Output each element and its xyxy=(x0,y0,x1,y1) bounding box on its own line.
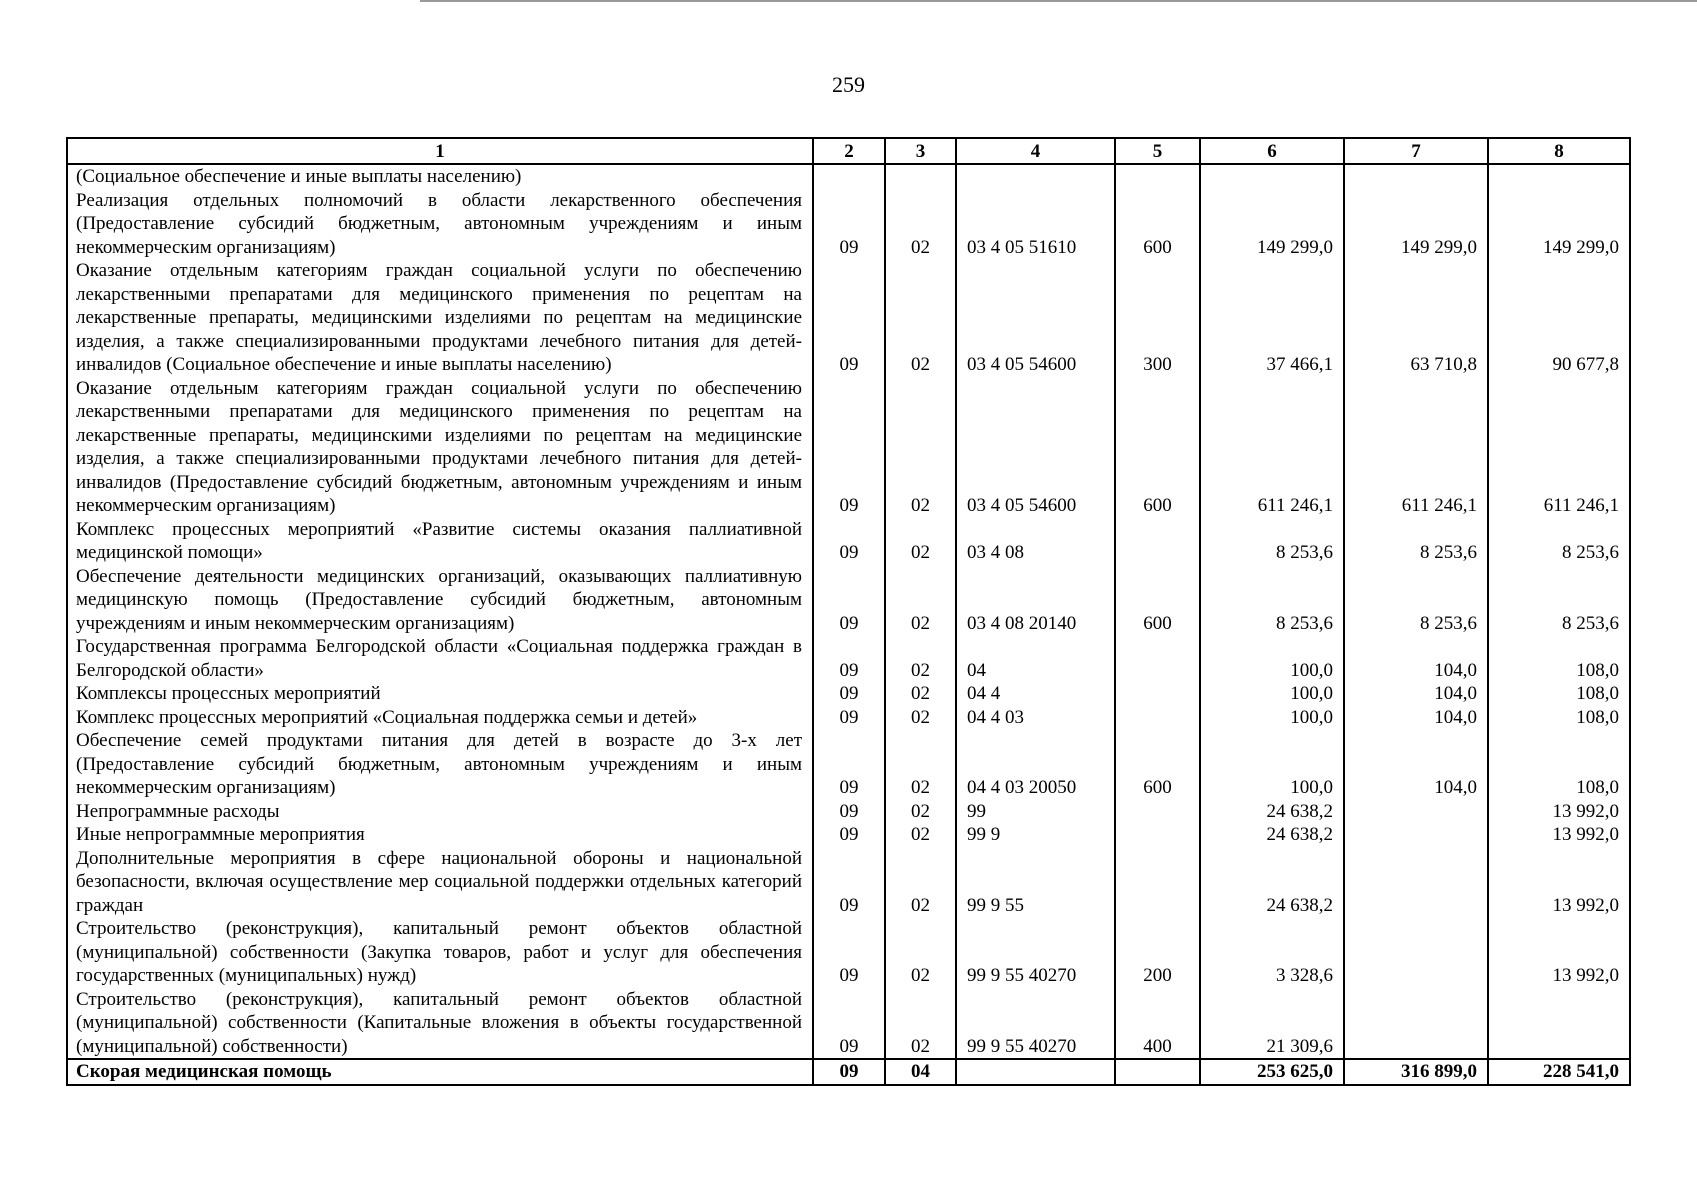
table-row xyxy=(67,259,1630,377)
amount-col-6: 149 299,0 xyxy=(1200,189,1344,260)
amount-col-8: 108,0 xyxy=(1488,729,1630,800)
column-header: 1 xyxy=(67,138,813,164)
amount-col-8: 108,0 xyxy=(1488,706,1630,730)
table-row xyxy=(67,917,1630,988)
row-description: Строительство (реконструкция), капитальный ремонт объектов областной (муниципальной) собственности (Закупка товаров, работ и услуг для обеспечения государственных (муниципальных) нужд) xyxy=(67,917,813,988)
table-row xyxy=(67,565,1630,636)
subsection-code: 02 xyxy=(885,635,956,682)
amount-col-6: 100,0 xyxy=(1200,682,1344,706)
section-code: 09 xyxy=(813,565,885,636)
expense-type-code xyxy=(1115,682,1200,706)
amount-col-6: 37 466,1 xyxy=(1200,259,1344,377)
expense-type-code xyxy=(1115,823,1200,847)
row-description: Строительство (реконструкция), капитальный ремонт объектов областной (муниципальной) собственности (Капитальные вложения в объекты государственной (муниципальной) собственности) xyxy=(67,988,813,1060)
row-description: Комплексы процессных мероприятий xyxy=(67,682,813,706)
expense-type-code xyxy=(1115,800,1200,824)
amount-col-8 xyxy=(1488,164,1630,189)
target-article-code: 04 4 03 xyxy=(956,706,1115,730)
amount-col-7 xyxy=(1344,988,1488,1060)
amount-col-6 xyxy=(1200,164,1344,189)
subsection-code: 02 xyxy=(885,565,956,636)
amount-col-8: 13 992,0 xyxy=(1488,917,1630,988)
target-article-code: 03 4 05 54600 xyxy=(956,259,1115,377)
row-description: (Социальное обеспечение и иные выплаты населению) xyxy=(67,164,813,189)
amount-col-7 xyxy=(1344,164,1488,189)
expense-type-code: 300 xyxy=(1115,259,1200,377)
section-code xyxy=(813,164,885,189)
column-header: 5 xyxy=(1115,138,1200,164)
target-article-code: 99 9 55 xyxy=(956,847,1115,918)
top-scan-rule xyxy=(420,0,1697,2)
section-code: 09 xyxy=(813,189,885,260)
subsection-code: 04 xyxy=(885,1059,956,1085)
row-description: Дополнительные мероприятия в сфере национальной обороны и национальной безопасности, включая осуществление мер социальной поддержки отдельных категорий граждан xyxy=(67,847,813,918)
table-row xyxy=(67,988,1630,1060)
subsection-code: 02 xyxy=(885,682,956,706)
amount-col-6: 611 246,1 xyxy=(1200,377,1344,518)
amount-col-6: 100,0 xyxy=(1200,729,1344,800)
row-description: Комплекс процессных мероприятий «Развитие системы оказания паллиативной медицинской помощи» xyxy=(67,518,813,565)
expense-type-code xyxy=(1115,847,1200,918)
amount-col-6: 100,0 xyxy=(1200,635,1344,682)
table-row xyxy=(67,823,1630,847)
amount-col-7 xyxy=(1344,823,1488,847)
amount-col-7: 104,0 xyxy=(1344,635,1488,682)
target-article-code: 04 xyxy=(956,635,1115,682)
column-header: 4 xyxy=(956,138,1115,164)
target-article-code xyxy=(956,1059,1115,1085)
amount-col-6: 253 625,0 xyxy=(1200,1059,1344,1085)
amount-col-8: 611 246,1 xyxy=(1488,377,1630,518)
target-article-code: 99 9 55 40270 xyxy=(956,988,1115,1060)
expense-type-code xyxy=(1115,706,1200,730)
total-row xyxy=(67,1059,1630,1085)
subsection-code: 02 xyxy=(885,847,956,918)
column-header: 7 xyxy=(1344,138,1488,164)
amount-col-6: 3 328,6 xyxy=(1200,917,1344,988)
amount-col-7 xyxy=(1344,847,1488,918)
table-row xyxy=(67,682,1630,706)
amount-col-7 xyxy=(1344,800,1488,824)
amount-col-7: 611 246,1 xyxy=(1344,377,1488,518)
section-code: 09 xyxy=(813,635,885,682)
amount-col-6: 8 253,6 xyxy=(1200,565,1344,636)
amount-col-7: 149 299,0 xyxy=(1344,189,1488,260)
expense-type-code xyxy=(1115,164,1200,189)
table-row xyxy=(67,189,1630,260)
amount-col-7: 104,0 xyxy=(1344,682,1488,706)
column-header: 3 xyxy=(885,138,956,164)
amount-col-8: 8 253,6 xyxy=(1488,518,1630,565)
subsection-code: 02 xyxy=(885,917,956,988)
amount-col-8: 13 992,0 xyxy=(1488,847,1630,918)
expense-type-code: 200 xyxy=(1115,917,1200,988)
table-row xyxy=(67,164,1630,189)
table-row xyxy=(67,729,1630,800)
section-code: 09 xyxy=(813,1059,885,1085)
row-description: Обеспечение деятельности медицинских организаций, оказывающих паллиативную медицинскую помощь (Предоставление субсидий бюджетным, автономным учреждениям и иным некоммерческим организациям) xyxy=(67,565,813,636)
target-article-code: 04 4 xyxy=(956,682,1115,706)
amount-col-8: 8 253,6 xyxy=(1488,565,1630,636)
amount-col-8: 13 992,0 xyxy=(1488,800,1630,824)
column-header: 2 xyxy=(813,138,885,164)
subsection-code: 02 xyxy=(885,189,956,260)
table-row xyxy=(67,377,1630,518)
row-description: Оказание отдельным категориям граждан социальной услуги по обеспечению лекарственными препаратами для медицинского применения по рецептам на лекарственные препараты, медицинскими изделиями по рецептам на медицинские изделия, а также специализированными продуктами лечебного питания для детей-инвалидов (Предоставление субсидий бюджетным, автономным учреждениям и иным некоммерческим организациям) xyxy=(67,377,813,518)
section-code: 09 xyxy=(813,706,885,730)
table-row xyxy=(67,706,1630,730)
amount-col-8: 90 677,8 xyxy=(1488,259,1630,377)
amount-col-6: 100,0 xyxy=(1200,706,1344,730)
subsection-code: 02 xyxy=(885,706,956,730)
section-code: 09 xyxy=(813,377,885,518)
subsection-code: 02 xyxy=(885,988,956,1060)
table-row xyxy=(67,847,1630,918)
section-code: 09 xyxy=(813,800,885,824)
amount-col-6: 8 253,6 xyxy=(1200,518,1344,565)
amount-col-8: 149 299,0 xyxy=(1488,189,1630,260)
expense-type-code xyxy=(1115,635,1200,682)
amount-col-8: 13 992,0 xyxy=(1488,823,1630,847)
expense-type-code xyxy=(1115,1059,1200,1085)
target-article-code: 03 4 08 xyxy=(956,518,1115,565)
amount-col-8: 108,0 xyxy=(1488,682,1630,706)
target-article-code: 03 4 05 51610 xyxy=(956,189,1115,260)
subsection-code xyxy=(885,164,956,189)
amount-col-8: 228 541,0 xyxy=(1488,1059,1630,1085)
amount-col-7: 8 253,6 xyxy=(1344,518,1488,565)
header-row xyxy=(67,138,1630,164)
section-code: 09 xyxy=(813,847,885,918)
column-header: 6 xyxy=(1200,138,1344,164)
table-row xyxy=(67,800,1630,824)
expense-type-code: 600 xyxy=(1115,729,1200,800)
row-description: Иные непрограммные мероприятия xyxy=(67,823,813,847)
amount-col-6: 24 638,2 xyxy=(1200,800,1344,824)
expense-type-code: 600 xyxy=(1115,377,1200,518)
amount-col-7: 316 899,0 xyxy=(1344,1059,1488,1085)
amount-col-7: 8 253,6 xyxy=(1344,565,1488,636)
subsection-code: 02 xyxy=(885,377,956,518)
row-description: Скорая медицинская помощь xyxy=(67,1059,813,1085)
section-code: 09 xyxy=(813,729,885,800)
target-article-code: 99 9 xyxy=(956,823,1115,847)
subsection-code: 02 xyxy=(885,823,956,847)
subsection-code: 02 xyxy=(885,729,956,800)
row-description: Государственная программа Белгородской области «Социальная поддержка граждан в Белгородской области» xyxy=(67,635,813,682)
section-code: 09 xyxy=(813,917,885,988)
budget-table xyxy=(66,137,1631,1086)
expense-type-code: 600 xyxy=(1115,189,1200,260)
section-code: 09 xyxy=(813,823,885,847)
amount-col-6: 24 638,2 xyxy=(1200,823,1344,847)
section-code: 09 xyxy=(813,518,885,565)
target-article-code: 03 4 05 54600 xyxy=(956,377,1115,518)
subsection-code: 02 xyxy=(885,259,956,377)
section-code: 09 xyxy=(813,682,885,706)
expense-type-code: 600 xyxy=(1115,565,1200,636)
expense-type-code: 400 xyxy=(1115,988,1200,1060)
row-description: Реализация отдельных полномочий в области лекарственного обеспечения (Предоставление субсидий бюджетным, автономным учреждениям и иным некоммерческим организациям) xyxy=(67,189,813,260)
subsection-code: 02 xyxy=(885,800,956,824)
target-article-code: 04 4 03 20050 xyxy=(956,729,1115,800)
amount-col-6: 24 638,2 xyxy=(1200,847,1344,918)
amount-col-7: 63 710,8 xyxy=(1344,259,1488,377)
target-article-code: 99 9 55 40270 xyxy=(956,917,1115,988)
column-header: 8 xyxy=(1488,138,1630,164)
section-code: 09 xyxy=(813,988,885,1060)
row-description: Непрограммные расходы xyxy=(67,800,813,824)
amount-col-8: 108,0 xyxy=(1488,635,1630,682)
row-description: Обеспечение семей продуктами питания для детей в возрасте до 3-х лет (Предоставление субсидий бюджетным, автономным учреждениям и иным некоммерческим организациям) xyxy=(67,729,813,800)
subsection-code: 02 xyxy=(885,518,956,565)
section-code: 09 xyxy=(813,259,885,377)
page-number: 259 xyxy=(832,72,865,97)
amount-col-7 xyxy=(1344,917,1488,988)
target-article-code xyxy=(956,164,1115,189)
row-description: Комплекс процессных мероприятий «Социальная поддержка семьи и детей» xyxy=(67,706,813,730)
row-description: Оказание отдельным категориям граждан социальной услуги по обеспечению лекарственными препаратами для медицинского применения по рецептам на лекарственные препараты, медицинскими изделиями по рецептам на медицинские изделия, а также специализированными продуктами лечебного питания для детей-инвалидов (Социальное обеспечение и иные выплаты населению) xyxy=(67,259,813,377)
table-row xyxy=(67,635,1630,682)
amount-col-7: 104,0 xyxy=(1344,706,1488,730)
target-article-code: 99 xyxy=(956,800,1115,824)
amount-col-7: 104,0 xyxy=(1344,729,1488,800)
amount-col-6: 21 309,6 xyxy=(1200,988,1344,1060)
amount-col-8 xyxy=(1488,988,1630,1060)
expense-type-code xyxy=(1115,518,1200,565)
table-row xyxy=(67,518,1630,565)
target-article-code: 03 4 08 20140 xyxy=(956,565,1115,636)
